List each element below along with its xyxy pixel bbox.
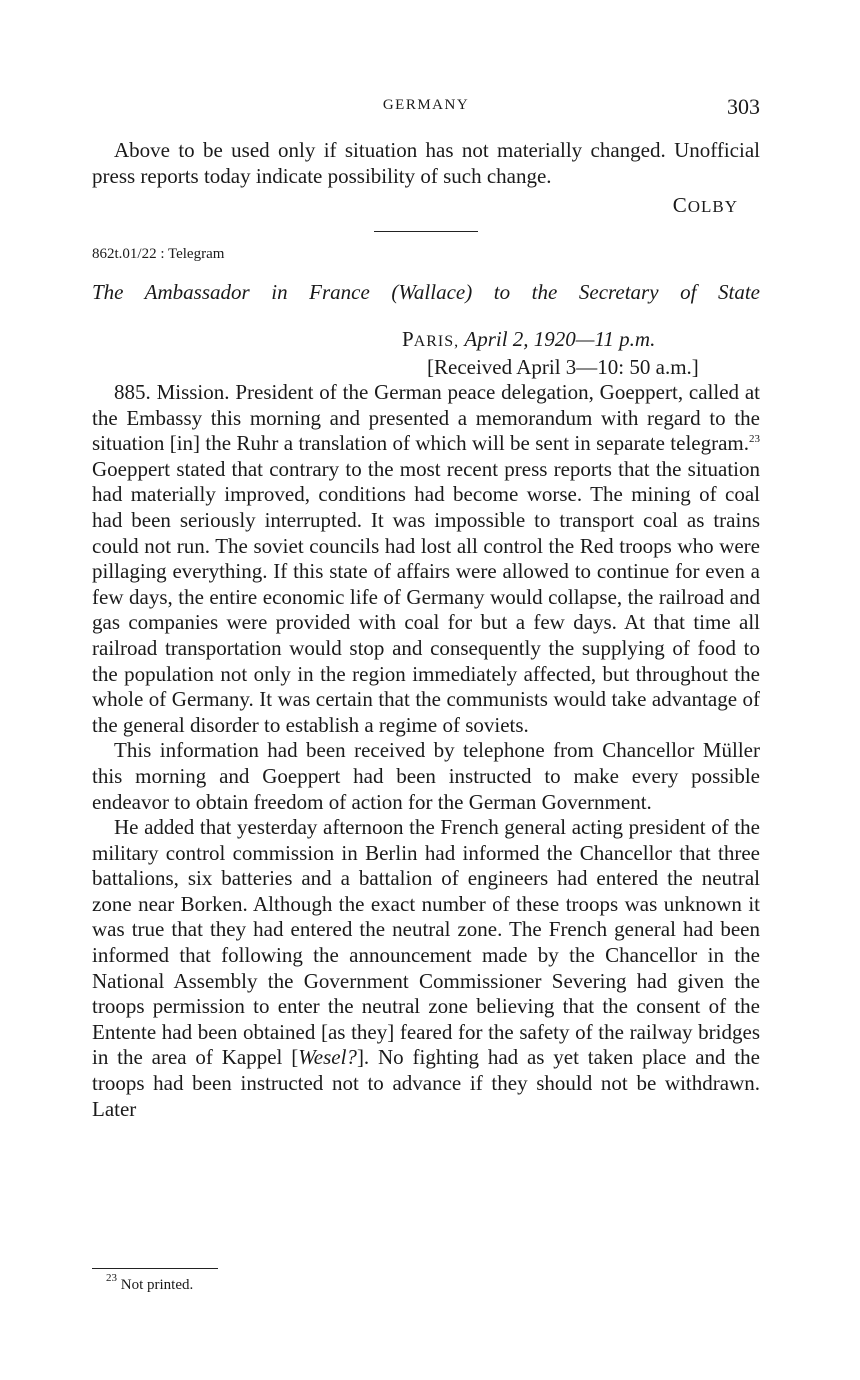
- file-reference: 862t.01/22 : Telegram: [92, 246, 225, 262]
- document-heading: The Ambassador in France (Wallace) to the Secretary of State: [92, 280, 760, 304]
- footnote: $^{23}$ Not printed.: [106, 1272, 194, 1293]
- dateline: PARIS, April 2, 1920—11 p.m.: [402, 327, 656, 351]
- footnote-marker: 23: [106, 1272, 117, 1284]
- page-number: 303: [727, 94, 760, 119]
- paragraph-885-mission: 885. Mission. President of the German peace delegation, Goeppert, called at the Embassy this morning and presented a memorandum with regard to the situation [in] the Ruhr a translation of which will be sent in separate telegram.$^{23}$ Goeppert stated that contrary to the most recent press reports that the situation had materially improved, conditions had become worse. The mining of coal had been seriously interrupted. It was impossible to transport coal as trains could not run. The soviet councils had lost all control the Red troops who were pillaging everything. If this state of affairs were allowed to continue for even a few days, the entire economic life of Germany would collapse, the railroad and gas companies were provided with coal for but a few days. At that time all railroad transportation would stop and consequently the supplying of food to the population not only in the region immediately affected, but throughout the whole of Germany. It was certain that the communists would take advantage of the general disorder to establish a regime of soviets.: [92, 380, 760, 737]
- signature-colby: COLBY: [672, 193, 738, 218]
- section-divider: [374, 231, 478, 232]
- paragraph-neutral-zone: He added that yesterday afternoon the French general acting president of the military control commission in Berlin had informed the Chancellor that three battalions, six batteries and a battalion of engineers had entered the neutral zone near Borken. Although the exact number of these troops was unknown it was true that they had entered the neutral zone. The French general had been informed that following the announcement made by the Chancellor in the National Assembly the Government Commissioner Severing had given the troops permission to enter the neutral zone believing that the consent of the Entente had been obtained [as they] feared for the safety of the railway bridges in the area of Kappel [Wesel?]. No fighting had as yet taken place and the troops had been instructed not to advance if they should not be withdrawn. Later: [92, 815, 761, 1121]
- opening-paragraph: Above to be used only if situation has not materially changed. Unofficial press reports today indicate possibility of such change.: [92, 138, 760, 188]
- footnote-ref-23: 23: [749, 433, 760, 446]
- paragraph-chancellor-muller: This information had been received by telephone from Chancellor Müller this morning and Goeppert had been instructed to make every possible endeavor to obtain freedom of action for the German Government.: [92, 738, 760, 814]
- running-head-title: GERMANY: [382, 97, 470, 113]
- received-line: [Received April 3—10: 50 a.m.]: [427, 354, 699, 379]
- running-head: [92, 94, 760, 120]
- footnote-divider: [92, 1268, 218, 1269]
